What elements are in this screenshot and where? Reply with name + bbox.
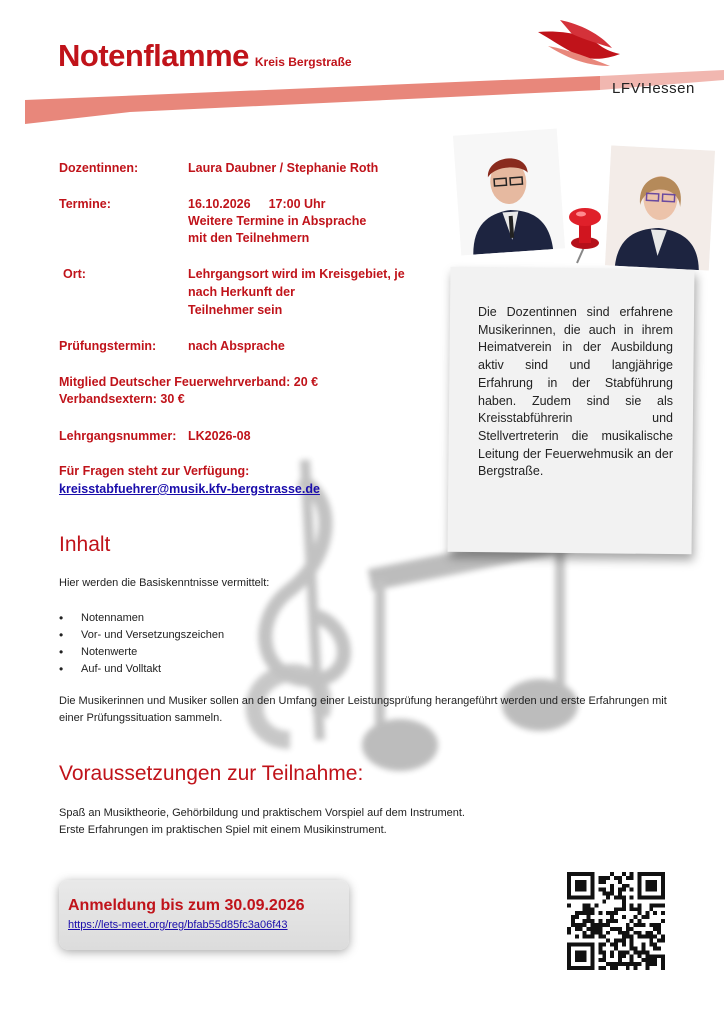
termine-time: 17:00 Uhr	[268, 197, 326, 211]
inhalt-paragraph: Die Musikerinnen und Musiker sollen an den Umfang einer Leistungsprüfung herangeführt werden und erste Erfahrungen mit einer Prüfungssituation sammeln.	[59, 695, 667, 724]
inhalt-heading: Inhalt	[59, 533, 111, 556]
lehrgang-value: LK2026-08	[188, 429, 251, 443]
termine-line2: Weitere Termine in Absprache	[188, 214, 367, 228]
bio-text: Die Dozentinnen sind erfahrene Musikerinnen, die auch in ihrem Heimatverein in der Ausbildung aktiv sind und langjährige Erfahrung in der Stabführung haben. Zudem sind sie als Kreisstabführerin und Stellvertreterin die musikalische Leitung der Feuerwehmusik an der Bergstraße.	[478, 305, 673, 479]
push-pin-icon	[565, 205, 605, 265]
voraussetzungen-line-1: Spaß an Musiktheorie, Gehörbildung und praktischem Vorspiel auf dem Instrument.	[59, 807, 465, 819]
questions-label: Für Fragen steht zur Verfügung:	[59, 464, 250, 478]
voraussetzungen-heading: Voraussetzungen zur Teilnahme:	[59, 762, 364, 785]
course-info	[59, 160, 439, 500]
price-external: Verbandsextern: 30 €	[59, 392, 185, 406]
page-title	[58, 38, 352, 74]
qr-code-icon[interactable]	[567, 872, 665, 970]
registration-box	[59, 880, 349, 950]
list-item: • Notennamen	[59, 610, 224, 627]
ort-line2: nach Herkunft der	[188, 285, 295, 299]
pruefung-label: Prüfungstermin:	[59, 339, 157, 353]
inhalt-list	[59, 610, 224, 678]
dozenten-label: Dozentinnen:	[59, 161, 139, 175]
dozenten-value: Laura Daubner / Stephanie Roth	[188, 161, 379, 175]
list-item: • Auf- und Volltakt	[59, 661, 224, 678]
portrait-photo-1	[453, 129, 565, 256]
contact-email-link[interactable]: kreisstabfuehrer@musik.kfv-bergstrasse.de	[59, 482, 320, 496]
flame-logo-icon	[538, 20, 620, 66]
termine-date: 16.10.2026	[188, 197, 251, 211]
subtitle: Kreis Bergstraße	[254, 55, 352, 69]
registration-deadline: Anmeldung bis zum 30.09.2026	[68, 897, 305, 914]
termine-label: Termine:	[59, 197, 111, 211]
lehrgang-label: Lehrgangsnummer:	[59, 429, 177, 443]
pruefung-value: nach Absprache	[188, 339, 285, 353]
list-item: • Vor- und Versetzungszeichen	[59, 627, 224, 644]
termine-date-time	[188, 196, 326, 213]
termine-line3: mit den Teilnehmern	[188, 231, 310, 245]
inhalt-intro: Hier werden die Basiskenntnisse vermittelt:	[59, 577, 270, 589]
title-text: Notenflamme	[58, 38, 249, 73]
price-member: Mitglied Deutscher Feuerwehrverband: 20 €	[59, 375, 319, 389]
ort-line3: Teilnehmer sein	[188, 303, 283, 317]
ort-line1: Lehrgangsort wird im Kreisgebiet, je	[188, 267, 405, 281]
org-name: LFVHessen	[612, 80, 695, 97]
portrait-photo-2	[605, 145, 715, 270]
list-item: • Notenwerte	[59, 644, 224, 661]
voraussetzungen-line-2: Erste Erfahrungen im praktischen Spiel mit einem Musikinstrument.	[59, 824, 387, 836]
ort-label: Ort:	[63, 267, 86, 281]
registration-link[interactable]: https://lets-meet.org/reg/bfab55d85fc3a06f43	[68, 919, 288, 931]
